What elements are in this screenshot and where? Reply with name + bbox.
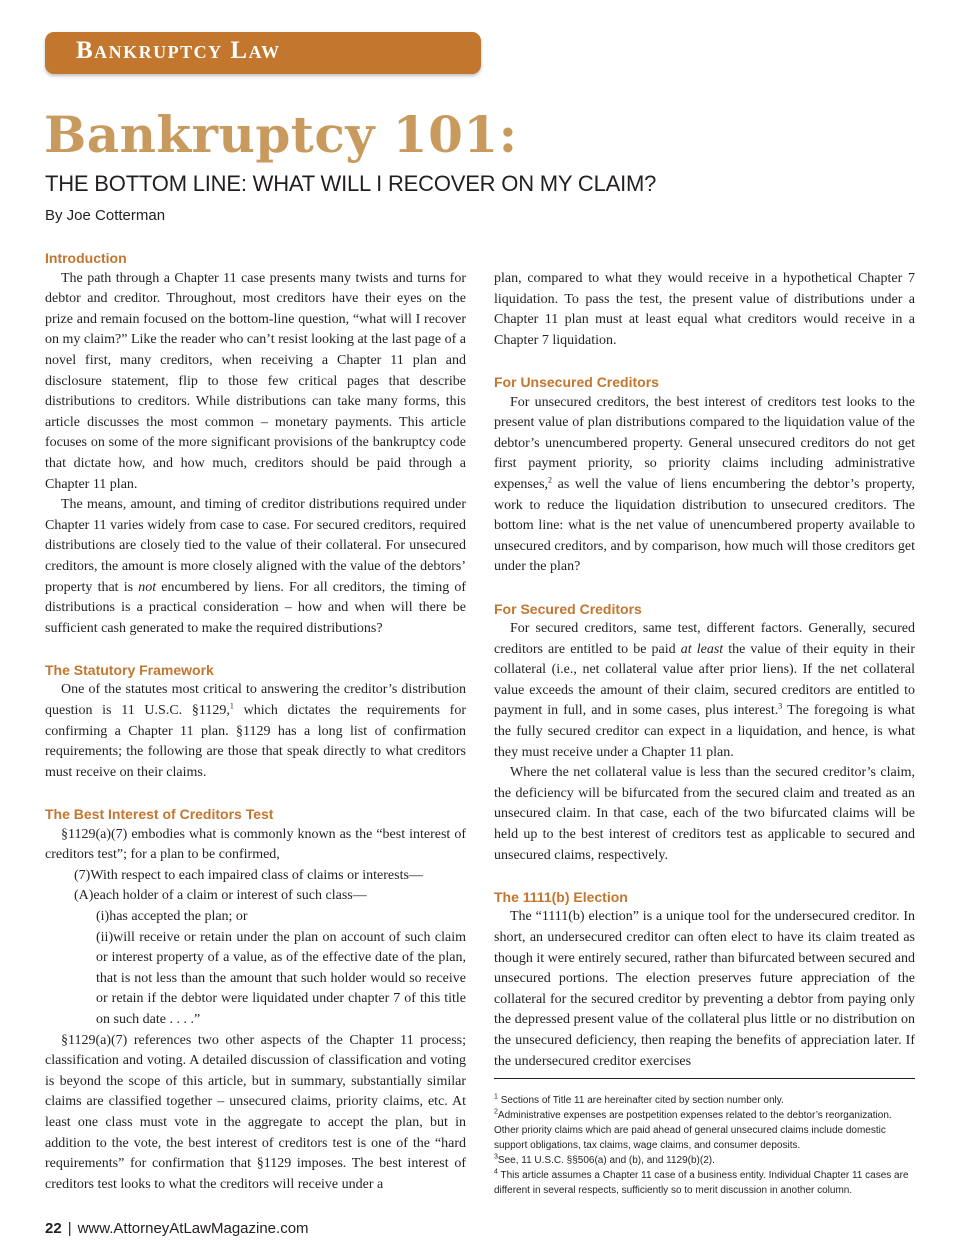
statute-quote: (ii)will receive or retain under the plan on account of such claim or interest property of a value, as of the effective date of the plan, that is not less than the amount that such holder would so receive or retain if the debtor were liquidated under chapter 7 of this title on such date . . . .”	[96, 929, 466, 1027]
paragraph: One of the statutes most critical to answering the creditor’s distribution question is 11 U.S.C. §1129,$^1$ which dictates the requirements for confirming a Chapter 11 plan. §1129 has a long list of confirmation requirements; the following are those that speak directly to what creditors must receive on their claims.	[45, 682, 467, 780]
heading-statutory-framework: The Statutory Framework	[45, 661, 214, 678]
paragraph: For unsecured creditors, the best interest of creditors test looks to the present value of plan distributions compared to the liquidation value of the debtor’s unencumbered property. General unsecured creditors do not get first payment priority, so priority claims including administrative expenses,$^2$ as well the value of liens encumbering the debtor’s property, work to reduce the liquidation distribution to unsecured creditors. The bottom line: what is the net value of unencumbered property available to unsecured creditors, and by comparison, how much will those creditors get under the plan?	[494, 394, 915, 575]
paragraph: The path through a Chapter 11 case presents many twists and turns for debtor and creditor. Throughout, most creditors have their eyes on the prize and remain focused on the bottom-line question, “what will I recover on my claim?” Like the reader who can’t resist looking at the last page of a novel first, many creditors, when receiving a Chapter 11 plan and disclosure statement, flip to those few critical pages that describe distributions to creditors. While distributions can take many forms, this article discusses the most common – monetary payments. This article focuses on some of the more significant provisions of the bankruptcy code that dictate how, and how much, creditors should be paid through a Chapter 11 plan.	[45, 270, 466, 492]
paragraph: plan, compared to what they would receive in a hypothetical Chapter 7 liquidation. To pass the test, the present value of distributions under a Chapter 11 plan must at least equal what creditors would receive in a Chapter 7 liquidation.	[494, 271, 915, 348]
paragraph: §1129(a)(7) references two other aspects of the Chapter 11 process; classification and voting. A detailed discussion of classification and voting is beyond the scope of this article, but in summary, substantially similar claims are classified together – unsecured claims, priority claims, etc. At least one class must vote in the aggregate to accept the plan, but in addition to the vote, the best interest of creditors test is one of the “hard requirements” for confirmation that §1129 imposes. The best interest of creditors test looks to what the creditors will receive under a	[45, 1032, 466, 1192]
paragraph: Where the net collateral value is less than the secured creditor’s claim, the deficiency will be bifurcated from the secured claim and treated as an unsecured claim. In that case, each of the two bifurcated claims will be held up to the best interest of creditors test as applicable to secured and unsecured claims, respectively.	[494, 765, 915, 863]
paragraph: The “1111(b) election” is a unique tool for the undersecured creditor. In short, an undersecured creditor can often elect to have its claim treated as though it were entirely secured, rather than bifurcated between secured and unsecured portions. The election preserves future appreciation of the collateral for the secured creditor by preventing a debtor from paying only the depressed present value of the collateral plus little or no distribution on the unsecured deficiency, then reaping the benefits of appreciation later. If the undersecured creditor exercises	[494, 909, 915, 1069]
left-column	[45, 248, 466, 1195]
footnote-ref: 3	[778, 701, 783, 711]
footnote: $^4$ This article assumes a Chapter 11 case of a business entity. Individual Chapter 11 cases are different in several respects, sufficiently so to merit discussion in another column.	[494, 1168, 909, 1196]
byline: By Joe Cotterman	[45, 207, 166, 224]
statute-quote: (7)With respect to each impaired class of claims or interests—	[74, 867, 423, 883]
paragraph: For secured creditors, same test, different factors. Generally, secured creditors are entitled to be paid at least the value of their equity in their collateral (i.e., net collateral value after prior liens). If the net collateral value exceeds the amount of their claim, secured creditors are entitled to payment in full, and in some cases, plus interest.$^3$ The foregoing is what the fully secured creditor can expect in a liquidation, and hence, is what they must receive under a Chapter 11 plan.	[494, 621, 916, 760]
footnote: $^2$Administrative expenses are postpetition expenses related to the debtor’s reorganization. Other priority claims which are paid ahead of general unsecured claims include domestic support obligations, tax claims, wage claims, and consumer deposits.	[494, 1108, 892, 1151]
heading-best-interest-test: The Best Interest of Creditors Test	[45, 806, 274, 823]
paragraph: The means, amount, and timing of creditor distributions required under Chapter 11 varies widely from case to case. For secured creditors, required distributions are closely tied to the value of their collateral. For unsecured creditors, the amount is more closely aligned with the value of the debtors’ property that is not encumbered by liens. For all creditors, the timing of distributions is a practical consideration – how and when will there be sufficient cash generated to make the required distributions?	[45, 497, 466, 636]
section-banner	[45, 32, 481, 74]
footer-website-link[interactable]: www.AttorneyAtLawMagazine.com	[77, 1220, 309, 1237]
heading-unsecured-creditors: For Unsecured Creditors	[494, 373, 659, 390]
article-subtitle: THE BOTTOM LINE: WHAT WILL I RECOVER ON MY CLAIM?	[45, 171, 657, 196]
page-footer	[45, 1220, 309, 1237]
footer-separator: |	[67, 1220, 72, 1237]
footnote-ref: 1	[229, 701, 234, 711]
heading-1111b-election: The 1111(b) Election	[494, 888, 628, 905]
right-column	[494, 269, 915, 1072]
paragraph: §1129(a)(7) embodies what is commonly known as the “best interest of creditors test”; for a plan to be confirmed,	[45, 826, 466, 863]
statute-quote: (i)has accepted the plan; or	[96, 909, 248, 924]
section-banner-label: Bankruptcy Law	[76, 37, 281, 64]
statute-quote: (A)each holder of a claim or interest of such class—	[74, 888, 367, 904]
heading-secured-creditors: For Secured Creditors	[494, 600, 642, 617]
heading-introduction: Introduction	[45, 250, 127, 266]
footnotes	[494, 1078, 915, 1198]
footnote: $^1$ Sections of Title 11 are hereinafter cited by section number only.	[494, 1093, 784, 1106]
page-number: 22	[45, 1220, 62, 1237]
footnote: $^3$See, 11 U.S.C. §§506(a) and (b), and 1129(b)(2).	[494, 1153, 715, 1166]
footnote-ref: 2	[548, 475, 553, 485]
article-title: Bankruptcy 101:	[44, 105, 518, 164]
